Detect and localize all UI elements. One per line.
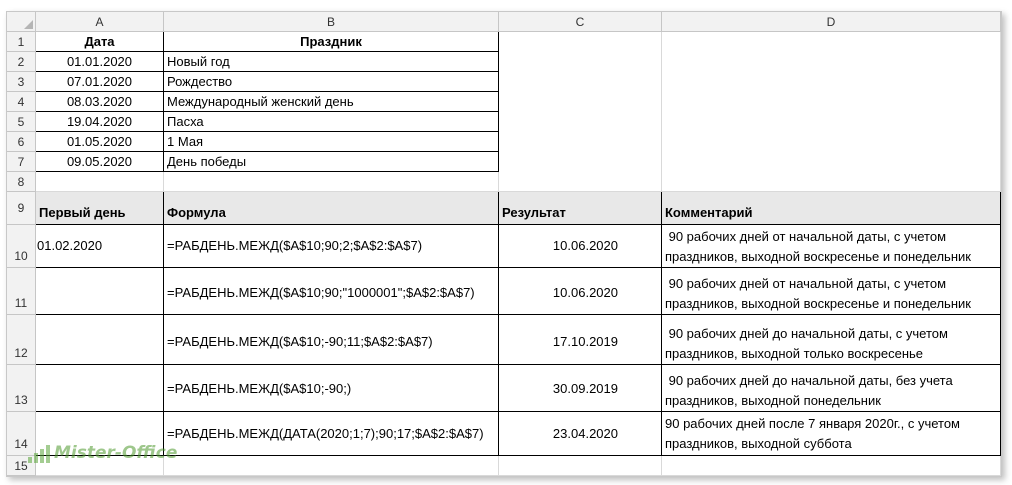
comment-line: праздников, выходной только воскресенье — [665, 346, 924, 361]
comment-line: праздников, выходной воскресенье и понедельник — [665, 249, 971, 264]
column-header-c[interactable]: C — [499, 12, 662, 32]
cell-b8[interactable] — [164, 172, 499, 192]
comment-line: 90 рабочих дней до начальной даты, без учета — [665, 373, 953, 388]
column-header-b[interactable]: B — [164, 12, 499, 32]
cell-c1-c8[interactable] — [499, 32, 662, 192]
formula-cell[interactable]: =РАБДЕНЬ.МЕЖД($A$10;90;2;$A$2:$A$7) — [164, 225, 499, 268]
first-day-cell[interactable] — [36, 365, 164, 412]
header-result[interactable]: Результат — [499, 192, 662, 225]
holiday-name[interactable]: Новый год — [164, 52, 499, 72]
row-header-6[interactable]: 6 — [7, 132, 36, 152]
cell-d15[interactable] — [662, 456, 1001, 476]
holiday-header-date[interactable]: Дата — [36, 32, 164, 52]
bar-chart-icon — [28, 445, 50, 463]
header-formula[interactable]: Формула — [164, 192, 499, 225]
holiday-date[interactable]: 01.05.2020 — [36, 132, 164, 152]
row-header-11[interactable]: 11 — [7, 268, 36, 315]
result-cell[interactable]: 17.10.2019 — [499, 315, 662, 365]
formula-cell[interactable]: =РАБДЕНЬ.МЕЖД($A$10;-90;11;$A$2:$A$7) — [164, 315, 499, 365]
row-header-5[interactable]: 5 — [7, 112, 36, 132]
comment-cell[interactable] — [662, 412, 1001, 456]
comment-line: праздников, выходной понедельник — [665, 393, 881, 408]
cell-c15[interactable] — [499, 456, 662, 476]
formula-cell[interactable]: =РАБДЕНЬ.МЕЖД($A$10;-90;) — [164, 365, 499, 412]
comment-cell[interactable] — [662, 365, 1001, 412]
comment-line: 90 рабочих дней от начальной даты, с учетом — [665, 229, 947, 244]
first-day-cell[interactable] — [36, 315, 164, 365]
spreadsheet — [6, 11, 1002, 477]
comment-cell[interactable] — [662, 225, 1001, 268]
select-all-corner[interactable] — [7, 12, 36, 32]
comment-line: 90 рабочих дней от начальной даты, с учетом — [665, 276, 947, 291]
row-header-7[interactable]: 7 — [7, 152, 36, 172]
result-cell[interactable]: 10.06.2020 — [499, 268, 662, 315]
comment-line: 90 рабочих дней до начальной даты, с учетом — [665, 326, 948, 341]
holiday-header-name[interactable]: Праздник — [164, 32, 499, 52]
column-header-d[interactable]: D — [662, 12, 1001, 32]
result-cell[interactable]: 30.09.2019 — [499, 365, 662, 412]
cell-d1-d8[interactable] — [662, 32, 1001, 192]
row-header-8[interactable]: 8 — [7, 172, 36, 192]
cell-b15[interactable] — [164, 456, 499, 476]
comment-cell[interactable] — [662, 315, 1001, 365]
holiday-date[interactable]: 08.03.2020 — [36, 92, 164, 112]
formula-cell[interactable]: =РАБДЕНЬ.МЕЖД(ДАТА(2020;1;7);90;17;$A$2:$A$7) — [164, 412, 499, 456]
row-header-12[interactable]: 12 — [7, 315, 36, 365]
watermark-text: Mister-Office — [54, 443, 178, 463]
row-header-15[interactable]: 15 — [7, 456, 36, 476]
row-header-4[interactable]: 4 — [7, 92, 36, 112]
header-first-day[interactable]: Первый день — [36, 192, 164, 225]
holiday-name[interactable]: Международный женский день — [164, 92, 499, 112]
header-comment[interactable]: Комментарий — [662, 192, 1001, 225]
row-header-2[interactable]: 2 — [7, 52, 36, 72]
holiday-name[interactable]: 1 Мая — [164, 132, 499, 152]
comment-line: праздников, выходной суббота — [665, 436, 852, 451]
holiday-name[interactable]: Пасха — [164, 112, 499, 132]
row-header-3[interactable]: 3 — [7, 72, 36, 92]
holiday-date[interactable]: 01.01.2020 — [36, 52, 164, 72]
holiday-name[interactable]: Рождество — [164, 72, 499, 92]
comment-line: 90 рабочих дней после 7 января 2020г., с учетом — [665, 416, 960, 431]
first-day-cell[interactable] — [36, 268, 164, 315]
comment-cell[interactable] — [662, 268, 1001, 315]
holiday-name[interactable]: День победы — [164, 152, 499, 172]
cell-a8[interactable] — [36, 172, 164, 192]
row-header-1[interactable]: 1 — [7, 32, 36, 52]
column-header-a[interactable]: A — [36, 12, 164, 32]
row-header-14[interactable]: 14 — [7, 412, 36, 456]
row-header-9[interactable]: 9 — [7, 192, 36, 225]
holiday-date[interactable]: 07.01.2020 — [36, 72, 164, 92]
first-day-cell[interactable]: 01.02.2020 — [36, 225, 164, 268]
holiday-date[interactable]: 09.05.2020 — [36, 152, 164, 172]
result-cell[interactable]: 10.06.2020 — [499, 225, 662, 268]
row-header-13[interactable]: 13 — [7, 365, 36, 412]
result-cell[interactable]: 23.04.2020 — [499, 412, 662, 456]
row-header-10[interactable]: 10 — [7, 225, 36, 268]
mister-office-logo — [28, 443, 177, 463]
comment-line: праздников, выходной воскресенье и понедельник — [665, 296, 971, 311]
formula-cell[interactable]: =РАБДЕНЬ.МЕЖД($A$10;90;"1000001";$A$2:$A$7) — [164, 268, 499, 315]
holiday-date[interactable]: 19.04.2020 — [36, 112, 164, 132]
